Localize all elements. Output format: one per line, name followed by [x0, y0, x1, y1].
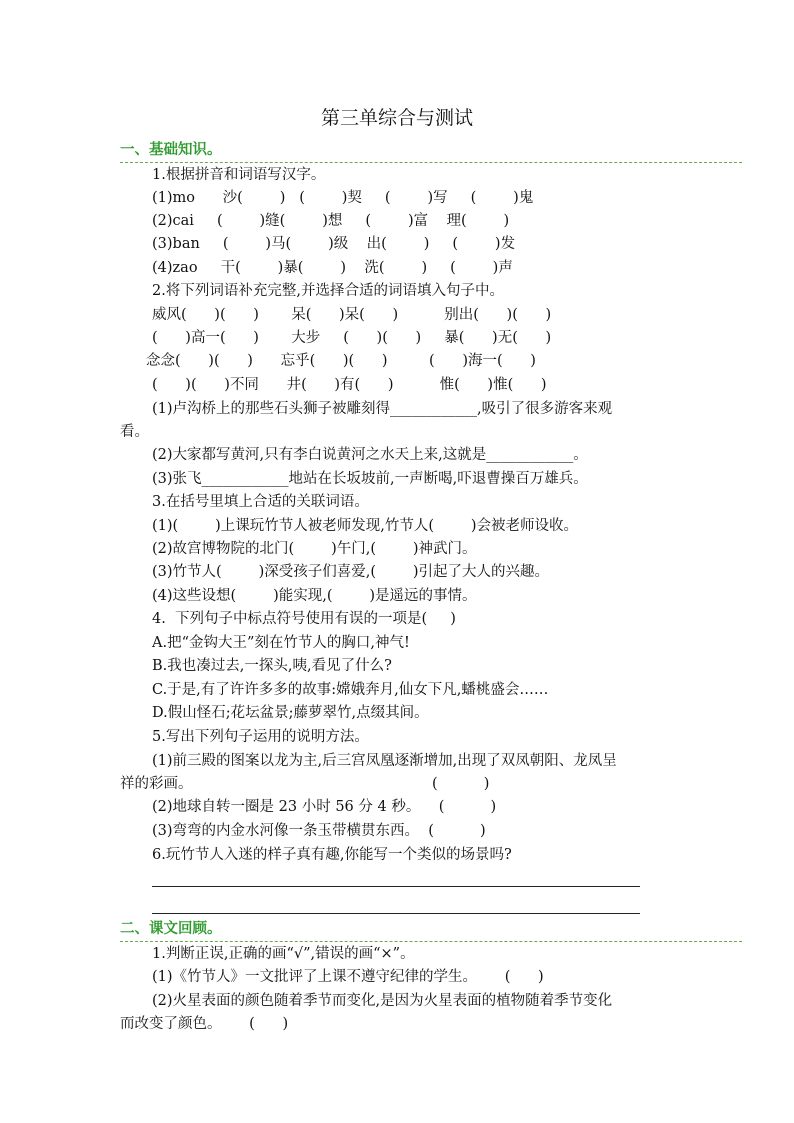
q1-row: (1)mo 沙( ) ( )契 ( )写 ( )鬼	[152, 190, 534, 206]
s2-q1-item: (1)《竹节人》一文批评了上课不遵守纪律的学生。 ( )	[152, 969, 544, 985]
question-5-prompt: 5.写出下列句子运用的说明方法。	[152, 729, 369, 745]
q5-item-cont: 祥的彩画。	[120, 776, 193, 792]
s2-q1-item-cont: 而改变了颜色。 ( )	[120, 1016, 289, 1032]
answer-line	[152, 913, 640, 914]
answer-line	[152, 886, 640, 887]
s2-q1-item: (2)火星表面的颜色随着季节而变化,是因为火星表面的植物随着季节变化	[152, 993, 613, 1009]
q1-row: (2)cai ( )缝( )想 ( )富 理( )	[152, 213, 510, 229]
s2-question-1-prompt: 1.判断正误,正确的画“√”,错误的画“×”。	[152, 946, 415, 962]
q2-row: ( )高一( ) 大步 ( )( ) 暴( )无( )	[152, 330, 552, 346]
q4-option-b: B.我也凑过去,一探头,咦,看见了什么?	[152, 658, 392, 674]
q3-row: (2)故宫博物院的北门( )午门,( )神武门。	[152, 541, 477, 557]
question-2-prompt: 2.将下列词语补充完整,并选择合适的词语填入句子中。	[152, 283, 504, 299]
q2-sentence: (1)卢沟桥上的那些石头狮子被雕刻得____________,吸引了很多游客来观	[152, 401, 613, 417]
page-title: 第三单综合与测试	[320, 107, 473, 129]
q4-option-d: D.假山怪石;花坛盆景;藤萝翠竹,点缀其间。	[152, 705, 429, 721]
q1-row: (4)zao 干( )暴( ) 洗( ) ( )声	[152, 260, 513, 276]
q5-item: (3)弯弯的内金水河像一条玉带横贯东西。 ( )	[152, 823, 486, 839]
section-divider	[120, 162, 742, 163]
q4-option-c: C.于是,有了许许多多的故事:嫦娥奔月,仙女下凡,蟠桃盛会……	[152, 682, 549, 698]
q2-row: 威风( )( ) 呆( )呆( ) 别出( )( )	[152, 307, 552, 323]
q2-sentence-cont: 看。	[120, 424, 149, 440]
question-3-prompt: 3.在括号里填上合适的关联词语。	[152, 494, 369, 510]
section-divider	[120, 941, 742, 942]
q5-item: (2)地球自转一圈是 23 小时 56 分 4 秒。 ( )	[152, 799, 497, 815]
q3-row: (4)这些设想( )能实现,( )是遥远的事情。	[152, 588, 477, 604]
q1-row: (3)ban ( )马( )级 出( ) ( )发	[152, 236, 516, 252]
q3-row: (3)竹节人( )深受孩子们喜爱,( )引起了大人的兴趣。	[152, 564, 550, 580]
question-6-prompt: 6.玩竹节人入迷的样子真有趣,你能写一个类似的场景吗?	[152, 847, 512, 863]
q5-answer-blank: ( )	[432, 776, 490, 792]
q2-row: 念念( )( ) 忘乎( )( ) ( )海一( )	[146, 353, 536, 369]
q5-item: (1)前三殿的图案以龙为主,后三宫凤凰逐渐增加,出现了双凤朝阳、龙凤呈	[152, 753, 617, 769]
q2-row: ( )( )不同 井( )有( ) 惟( )惟( )	[152, 377, 547, 393]
question-1-prompt: 1.根据拼音和词语写汉字。	[152, 167, 326, 183]
question-4-prompt: 4. 下列句子中标点符号使用有误的一项是( )	[152, 611, 456, 627]
q2-sentence: (2)大家都写黄河,只有李白说黄河之水天上来,这就是____________。	[152, 447, 588, 463]
section-heading-basic-knowledge: 一、基础知识。	[120, 142, 222, 158]
q3-row: (1)( )上课玩竹节人被老师发现,竹节人( )会被老师设收。	[152, 518, 579, 534]
q2-sentence: (3)张飞____________地站在长坂坡前,一声断喝,吓退曹操百万雄兵。	[152, 471, 588, 487]
section-heading-text-review: 二、课文回顾。	[120, 921, 222, 937]
q4-option-a: A.把“金钩大王”刻在竹节人的胸口,神气!	[152, 635, 410, 651]
